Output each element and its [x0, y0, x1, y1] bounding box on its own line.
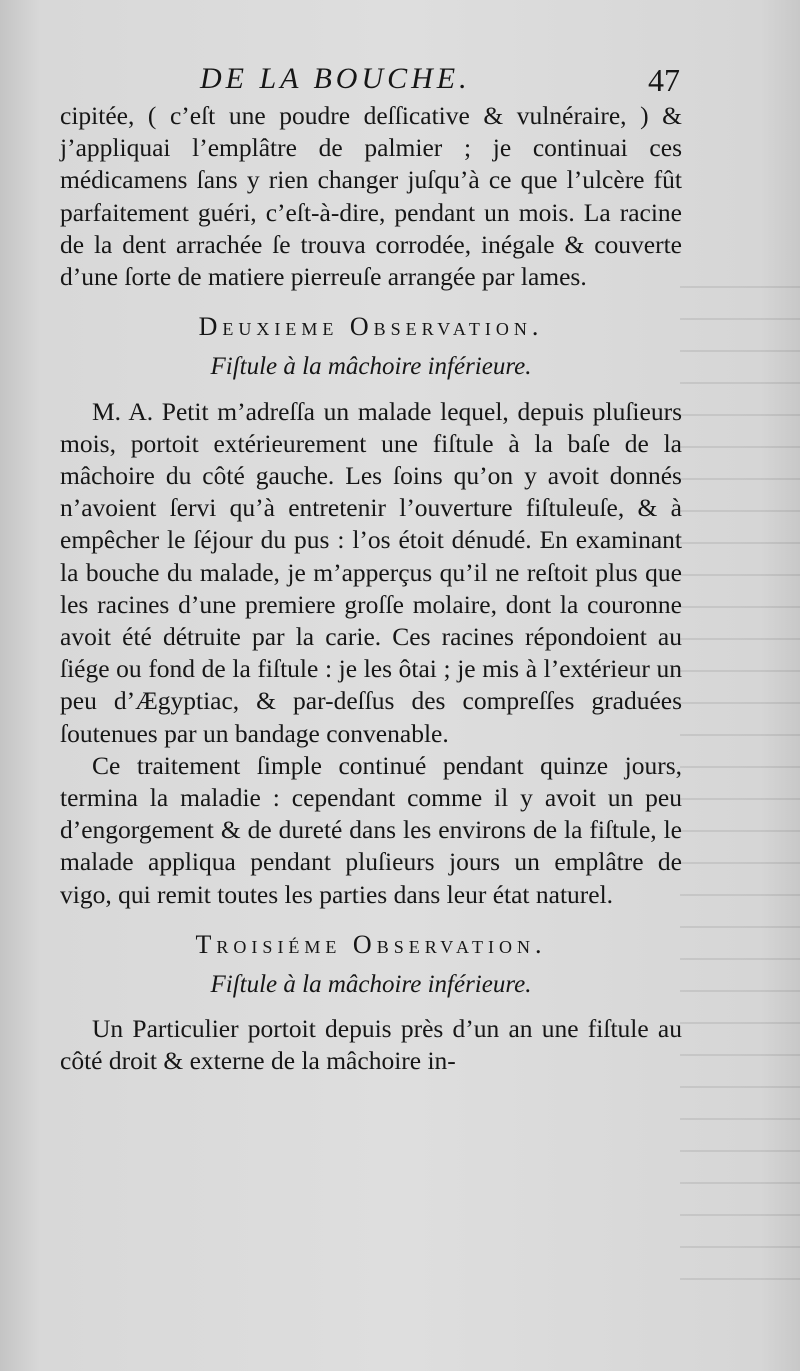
page-header	[200, 62, 680, 102]
page-number: 47	[648, 62, 680, 98]
body-text	[60, 100, 682, 1078]
running-head: DE LA BOUCHE.	[200, 62, 471, 95]
opening-paragraph: cipitée, ( c’eſt une poudre deſſicative & vulnéraire, ) & j’appliquai l’emplâtre de palmier ; je continuai ces médicamens ſans y rien changer juſqu’à ce que l’ulcère fût parfaitement guéri, c’eſt-à-dire, pendant un mois. La racine de la dent arrachée ſe trouva corrodée, inégale & couverte d’une ſorte de matiere pierreuſe arrangée par lames.	[60, 101, 682, 292]
section-subheading: Fiſtule à la mâchoire inférieure.	[210, 971, 532, 999]
section-deuxieme-observation	[60, 311, 682, 911]
section-heading: Deuxieme Observation.	[198, 312, 544, 342]
paragraph: Un Particulier portoit depuis près d’un an une fiſtule au côté droit & externe de la mâchoire in-	[60, 1014, 682, 1076]
section-subheading: Fiſtule à la mâchoire inférieure.	[210, 353, 532, 381]
paragraph: M. A. Petit m’adreſſa un malade lequel, depuis pluſieurs mois, portoit extérieurement une fiſtule à la baſe de la mâchoire du côté gauche. Les ſoins qu’on y avoit donnés n’avoient ſervi qu’à entretenir l’ouverture fiſtuleuſe, & à empêcher le ſéjour du pus : l’os étoit dénudé. En examinant la bouche du malade, je m’apperçus qu’il ne reſtoit plus que les racines d’une premiere groſſe molaire, dont la couronne avoit été détruite par la carie. Ces racines répondoient au ſiége ou fond de la fiſtule : je les ôtai ; je mis à l’extérieur un peu d’Ægyptiac, & par-deſſus des compreſſes graduées ſoutenues par un bandage convenable.	[60, 396, 682, 748]
bleed-through-texture	[680, 280, 800, 1280]
paragraph: Ce traitement ſimple continué pendant quinze jours, termina la maladie : cependant comme il y avoit un peu d’engorgement & de dureté dans les environs de la fiſtule, le malade appliqua pendant pluſieurs jours un emplâtre de vigo, qui remit toutes les parties dans leur état naturel.	[60, 750, 682, 909]
section-troisieme-observation	[60, 929, 682, 1078]
section-heading: Troisiéme Observation.	[195, 929, 547, 959]
